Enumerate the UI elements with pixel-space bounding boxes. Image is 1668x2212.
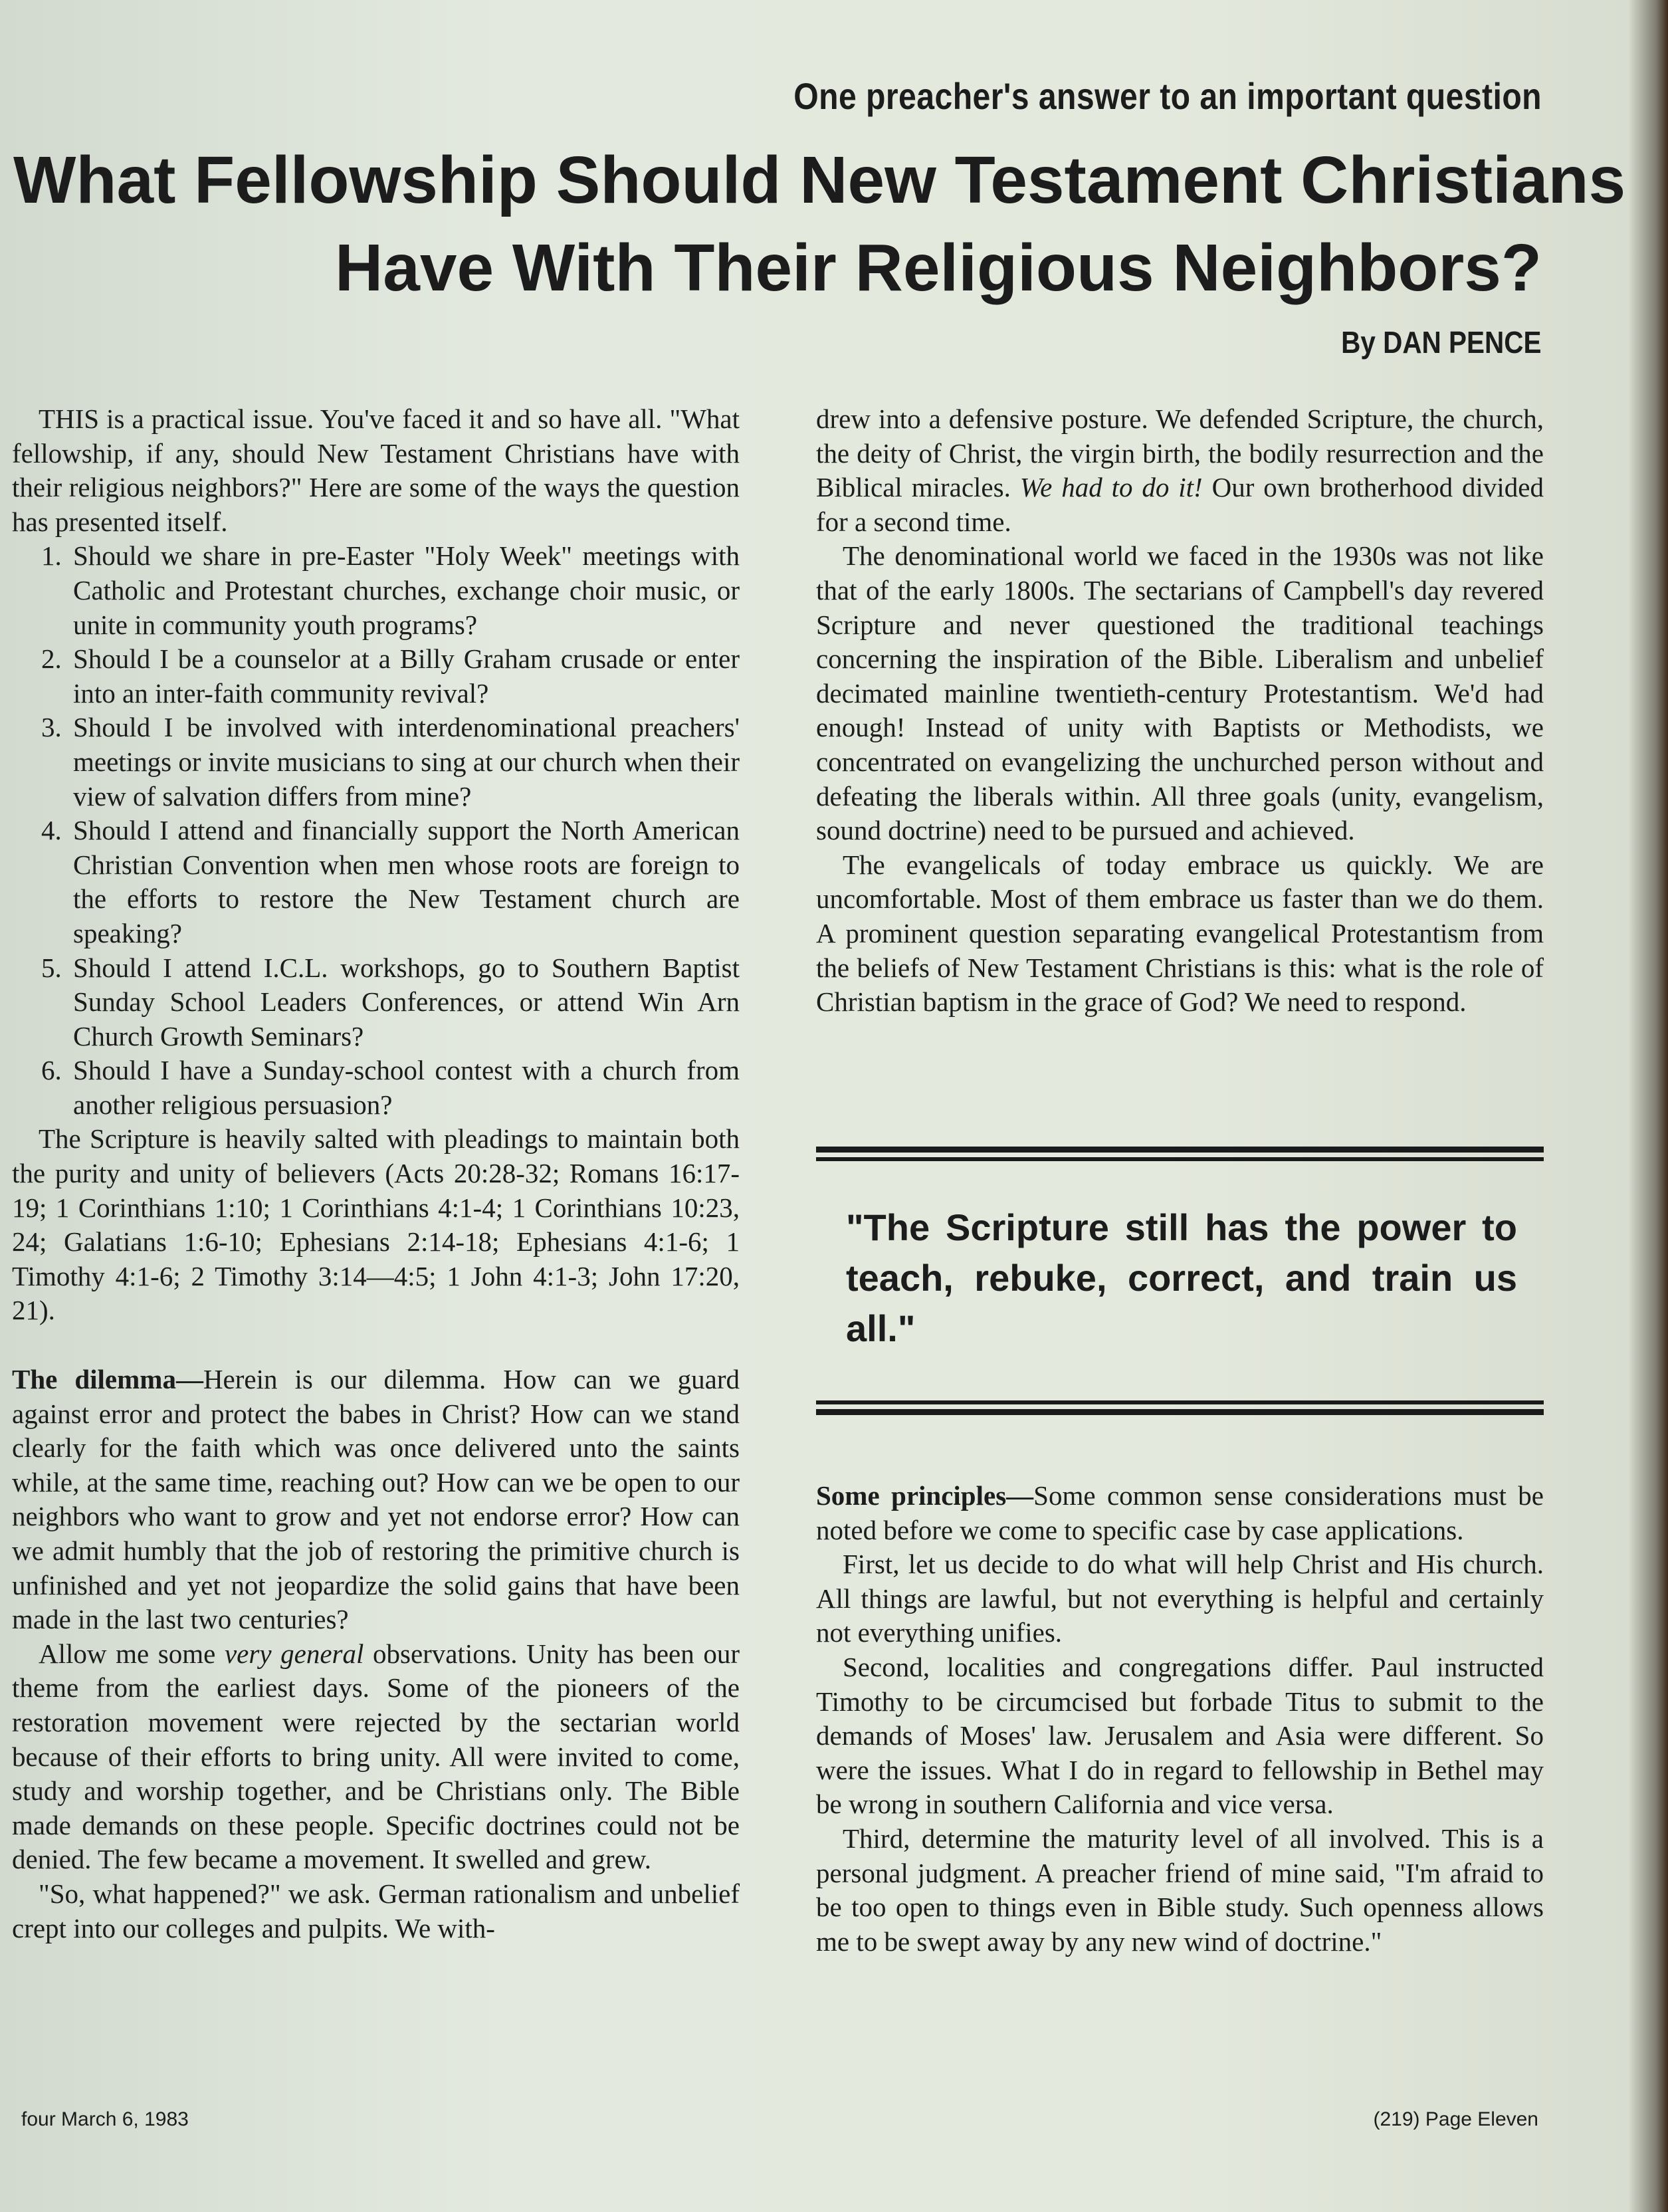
list-text: Should I attend and financially support the North American Christian Convention when men whose roots are foreign to the efforts to restore the New Testament church are speaking? bbox=[73, 815, 740, 948]
intro-paragraph: THIS is a practical issue. You've faced it and so have all. "What fellowship, if any, should New Testament Christians have with their religious neighbors?" Here are some of the ways the question has presented itself. bbox=[12, 403, 740, 537]
denominational-paragraph: The denominational world we faced in the 1930s was not like that of the early 1800s. The sectarians of Campbell's day revered Scripture and never questioned the traditional teachings concerning the inspiration of the Bible. Liberalism and unbelief decimated mainline twentieth-century Protestantism. We'd had enough! Instead of unity with Baptists or Methodists, we concentrated on evangelizing the unchurched person without and defeating the liberals within. All three goals (unity, evangelism, sound doctrine) need to be pursued and achieved. bbox=[816, 540, 1544, 846]
article-title bbox=[13, 136, 1626, 312]
second-paragraph: Second, localities and congregations differ. Paul instructed Timothy to be circumcised but forbade Titus to submit to the demands of Moses' law. Jerusalem and Asia were different. So were the issues. What I do in regard to fellowship in Bethel may be wrong in southern California and vice versa. bbox=[816, 1651, 1544, 1820]
continuation-paragraph bbox=[816, 402, 1544, 539]
list-item bbox=[41, 539, 740, 642]
principles-text: Some common sense considerations must be noted before we come to specific case by case applications. bbox=[816, 1480, 1544, 1545]
left-column bbox=[12, 402, 740, 1945]
pull-quote-box bbox=[816, 1147, 1544, 1420]
list-item bbox=[41, 642, 740, 711]
list-text: Should we share in pre-Easter "Holy Week" meetings with Catholic and Protestant churches, exchange choir music, or unite in community youth programs? bbox=[73, 540, 740, 640]
third-paragraph: Third, determine the maturity level of all involved. This is a personal judgment. A preacher friend of mine said, "I'm afraid to be too open to things even in Bible study. Such openness allows me to be swept away by any new wind of doctrine." bbox=[816, 1823, 1544, 1957]
list-item bbox=[41, 1053, 740, 1122]
list-text: Should I be a counselor at a Billy Graham crusade or enter into an inter-faith community revival? bbox=[73, 643, 740, 709]
dilemma-heading: The dilemma— bbox=[12, 1364, 203, 1395]
list-number: 4. bbox=[41, 815, 62, 846]
continuation-text-start: drew into a defensive posture. We defended Scripture, the church, the deity of Christ, the virgin birth, the bodily resurrection and the Biblical miracles. bbox=[816, 403, 1544, 503]
question-list bbox=[12, 539, 740, 1122]
observations-emphasis: very general bbox=[224, 1638, 364, 1669]
pull-quote: "The Scripture still has the power to teach, rebuke, correct, and train us all." bbox=[846, 1206, 1517, 1349]
byline: By DAN PENCE bbox=[1341, 325, 1542, 360]
list-item bbox=[41, 951, 740, 1054]
principles-paragraph bbox=[816, 1479, 1544, 1547]
list-item bbox=[41, 814, 740, 950]
observations-paragraph bbox=[12, 1637, 740, 1877]
list-number: 2. bbox=[41, 643, 62, 675]
first-paragraph: First, let us decide to do what will help Christ and His church. All things are lawful, but not everything is helpful and certainly not everything unifies. bbox=[816, 1549, 1544, 1648]
list-number: 1. bbox=[41, 540, 62, 572]
footer-page-number: (219) Page Eleven bbox=[1373, 2108, 1538, 2130]
observations-text-start: Allow me some bbox=[39, 1638, 225, 1669]
footer-issue-date: four March 6, 1983 bbox=[21, 2108, 189, 2130]
list-text: Should I attend I.C.L. workshops, go to Southern Baptist Sunday School Leaders Conferences, or attend Win Arn Church Growth Seminars? bbox=[73, 952, 740, 1051]
list-text: Should I have a Sunday-school contest with a church from another religious persuasion? bbox=[73, 1055, 740, 1120]
what-happened-paragraph: "So, what happened?" we ask. German rationalism and unbelief crept into our colleges and pulpits. We with- bbox=[12, 1878, 740, 1943]
right-column-top bbox=[816, 402, 1544, 1020]
list-number: 3. bbox=[41, 712, 62, 743]
page-edge-shadow bbox=[1628, 0, 1668, 2212]
bottom-rule-thin bbox=[816, 1400, 1544, 1404]
list-number: 5. bbox=[41, 952, 62, 983]
title-line-1: What Fellowship Should New Testament Christians bbox=[13, 143, 1626, 217]
observations-text-end: observations. Unity has been our theme from the earliest days. Some of the pioneers of the restoration movement were rejected by the sectarian world because of their efforts to bring unity. All were invited to come, study and worship together, and be Christians only. The Bible made demands on these people. Specific doctrines could not be denied. The few became a movement. It swelled and grew. bbox=[12, 1638, 740, 1875]
continuation-text-end: Our own brotherhood divided for a second time. bbox=[816, 472, 1544, 537]
continuation-emphasis: We had to do it! bbox=[1019, 472, 1203, 503]
dilemma-text: Herein is our dilemma. How can we guard against error and protect the babes in Christ? How can we stand clearly for the faith which was once delivered unto the saints while, at the same time, reaching out? How can we be open to our neighbors who want to grow and yet not endorse error? How can we admit humbly that the job of restoring the primitive church is unfinished and yet not jeopardize the solid gains that have been made in the last two centuries? bbox=[12, 1364, 740, 1635]
right-column-bottom bbox=[816, 1479, 1544, 1959]
top-rule-thin bbox=[816, 1157, 1544, 1161]
dilemma-paragraph bbox=[12, 1363, 740, 1637]
title-line-2: Have With Their Religious Neighbors? bbox=[335, 231, 1542, 305]
bottom-rule-thick bbox=[816, 1409, 1544, 1415]
principles-heading: Some principles— bbox=[816, 1480, 1034, 1511]
list-text: Should I be involved with interdenominational preachers' meetings or invite musicians to sing at our church when their view of salvation differs from mine? bbox=[73, 712, 740, 812]
scripture-paragraph: The Scripture is heavily salted with pleadings to maintain both the purity and unity of believers (Acts 20:28-32; Romans 16:17-19; 1 Corinthians 1:10; 1 Corinthians 4:1-4; 1 Corinthians 10:23, 24; Galatians 1:6-10; Ephesians 2:14-18; Ephesians 4:1-6; 1 Timothy 4:1-6; 2 Timothy 3:14—4:5; 1 John 4:1-3; John 17:20, 21). bbox=[12, 1123, 740, 1326]
top-rule-thick bbox=[816, 1147, 1544, 1153]
section-gap bbox=[12, 1328, 740, 1363]
kicker-line: One preacher's answer to an important question bbox=[793, 75, 1542, 117]
evangelicals-paragraph: The evangelicals of today embrace us quickly. We are uncomfortable. Most of them embrace us faster than we do them. A prominent question separating evangelical Protestantism from the beliefs of New Testament Christians is this: what is the role of Christian baptism in the grace of God? We need to respond. bbox=[816, 849, 1544, 1018]
list-number: 6. bbox=[41, 1055, 62, 1086]
list-item bbox=[41, 711, 740, 814]
